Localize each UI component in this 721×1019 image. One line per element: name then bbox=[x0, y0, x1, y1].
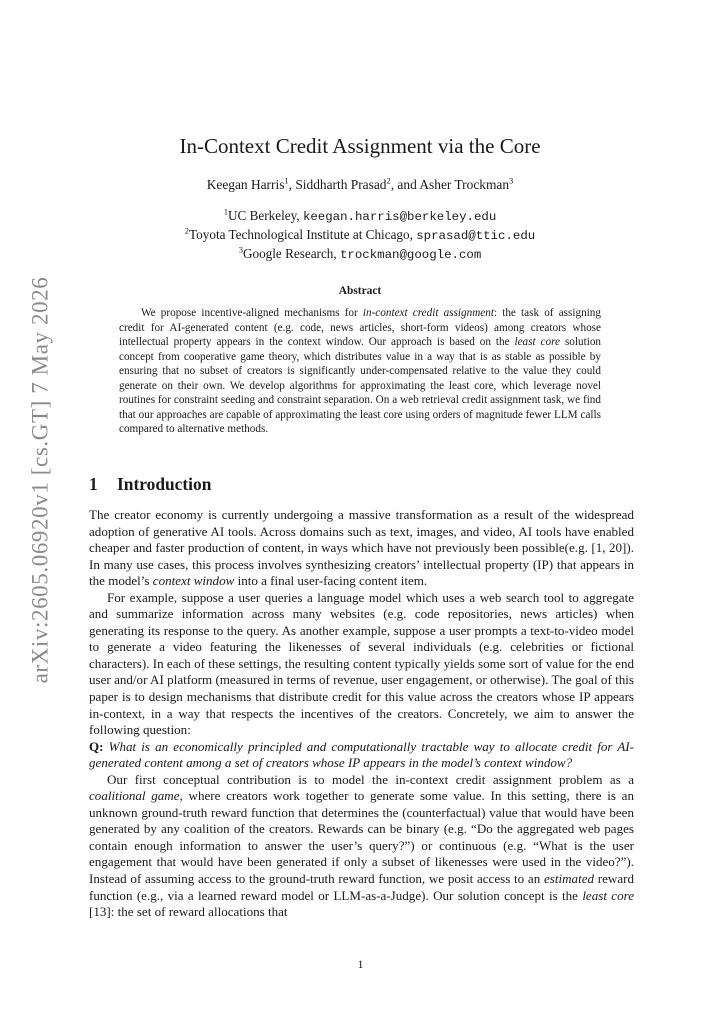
body-run: , where creators work together to generate some value. In this setting, there is an unknown ground-truth reward function that determines the (counterfactual) value that would have been generated by any coalition of the creators. Rewards can be binary (e.g. “Do the aggregated web pages contain enough information to answer the user’s query?”) or continuous (e.g. “What is the user engagement that would have been generated if only a subset of likenesses were used in the video?”). Instead of assuming access to the ground-truth reward function, we posit access to an bbox=[89, 788, 634, 887]
body-paragraph bbox=[89, 507, 634, 590]
body-emphasis: context window bbox=[152, 573, 235, 589]
body-run: The creator economy is currently undergoing a massive transformation as a result of the widespread adoption of generative AI tools. Across domains such as text, images, and video, AI tools have enabled cheaper and faster production of content, in ways which have not previously been possible(e.g. [1, 20]). In many use cases, this process involves synthesizing creators’ intellectual property (IP) that appears in the model’s bbox=[89, 507, 634, 589]
page-number: 1 bbox=[357, 957, 364, 971]
section-number: 1 bbox=[89, 474, 98, 494]
author-name: Asher Trockman bbox=[419, 177, 510, 192]
affiliation-list bbox=[90, 207, 630, 264]
affiliation-mark: 3 bbox=[238, 244, 243, 255]
arxiv-sidebar-stamp bbox=[18, 276, 62, 684]
question-label: Q: bbox=[89, 738, 104, 754]
author-affiliation-mark: 2 bbox=[386, 175, 391, 186]
body-emphasis: least core bbox=[582, 887, 634, 903]
author-list bbox=[90, 177, 630, 193]
abstract-text bbox=[119, 306, 601, 437]
author-separator: , and bbox=[390, 177, 420, 192]
body-run: reward function (e.g., via a learned reward model or LLM-as-a-Judge). Our solution concept is the bbox=[89, 871, 634, 903]
section-heading bbox=[89, 474, 211, 495]
affiliation-line bbox=[90, 245, 630, 264]
affiliation-line bbox=[90, 226, 630, 245]
body-paragraph bbox=[89, 772, 634, 921]
body-run: Our first conceptual contribution is to model the in-context credit assignment problem as a bbox=[107, 771, 634, 787]
abstract-heading: Abstract bbox=[338, 285, 382, 297]
affiliation-org: Google Research, bbox=[242, 246, 340, 261]
body-paragraph: For example, suppose a user queries a language model which uses a web search tool to aggregate and summarize information across many websites (e.g. code repositories, news articles) when generating its response to the query. As another example, suppose a user prompts a text-to-video model to generate a video featuring the likenesses of several individuals (e.g. celebrities or fictional characters). In each of these settings, the resulting content typically yields some sort of value for the end user and/or AI platform (measured in terms of revenue, user engagement, or otherwise). The goal of this paper is to design mechanisms that distribute credit for this value across the creators whose IP appears in-context, in a way that respects the incentives of the creators. Concretely, we aim to answer the following question: bbox=[89, 589, 634, 738]
affiliation-mark: 2 bbox=[184, 225, 190, 236]
affiliation-line bbox=[90, 207, 630, 226]
affiliation-org: Toyota Technological Institute at Chicago, bbox=[189, 227, 417, 242]
abstract-run: solution concept from cooperative game theory, which distributes value in a way that is as stable as possible by ensuring that no subset of creators is significantly under-compensated relative to the value they could generate on their own. We develop algorithms for approximating the least core, which leverage novel routines for constraint seeding and constraint separation. On a web retrieval credit assignment task, we find that our approaches are capable of approximating the least core using orders of magnitude fewer LLM calls compared to alternative methods. bbox=[119, 336, 602, 435]
abstract-emphasis: least core bbox=[514, 336, 561, 348]
author-email: trockman@google.com bbox=[340, 248, 482, 262]
abstract-run: : the task of assigning credit for AI-generated content (e.g. code, news articles, short-form videos) among creators whose intellectual property appears in the context window. Our approach is based on the bbox=[119, 307, 601, 348]
body-text bbox=[89, 507, 634, 921]
question-text: What is an economically principled and computationally tractable way to allocate credit for AI-generated content among a set of creators whose IP appears in the model’s context window? bbox=[89, 738, 634, 771]
research-question bbox=[89, 739, 634, 772]
body-run: [13]: the set of reward allocations that bbox=[89, 904, 288, 920]
section-title: Introduction bbox=[117, 474, 212, 494]
abstract-paragraph bbox=[119, 306, 601, 437]
abstract-emphasis: in-context credit assignment bbox=[362, 307, 494, 319]
body-emphasis: coalitional game bbox=[89, 788, 180, 804]
author-affiliation-mark: 3 bbox=[509, 175, 514, 186]
paper-title: In-Context Credit Assignment via the Core bbox=[179, 134, 541, 158]
author-email: keegan.harris@berkeley.edu bbox=[302, 210, 497, 224]
author-affiliation-mark: 1 bbox=[284, 175, 289, 186]
author-name: Siddharth Prasad bbox=[295, 177, 387, 192]
author-name: Keegan Harris bbox=[206, 177, 285, 192]
body-run: into a final user-facing content item. bbox=[234, 573, 428, 589]
affiliation-org: UC Berkeley, bbox=[227, 208, 303, 223]
arxiv-identifier: arXiv:2605.06920v1 [cs.GT] 7 May 2026 bbox=[27, 276, 53, 684]
body-emphasis: estimated bbox=[544, 871, 595, 887]
abstract-run: We propose incentive-aligned mechanisms for bbox=[141, 307, 363, 319]
author-email: sprasad@ttic.edu bbox=[416, 229, 536, 243]
author-separator: , bbox=[288, 177, 296, 192]
affiliation-mark: 1 bbox=[223, 206, 228, 217]
